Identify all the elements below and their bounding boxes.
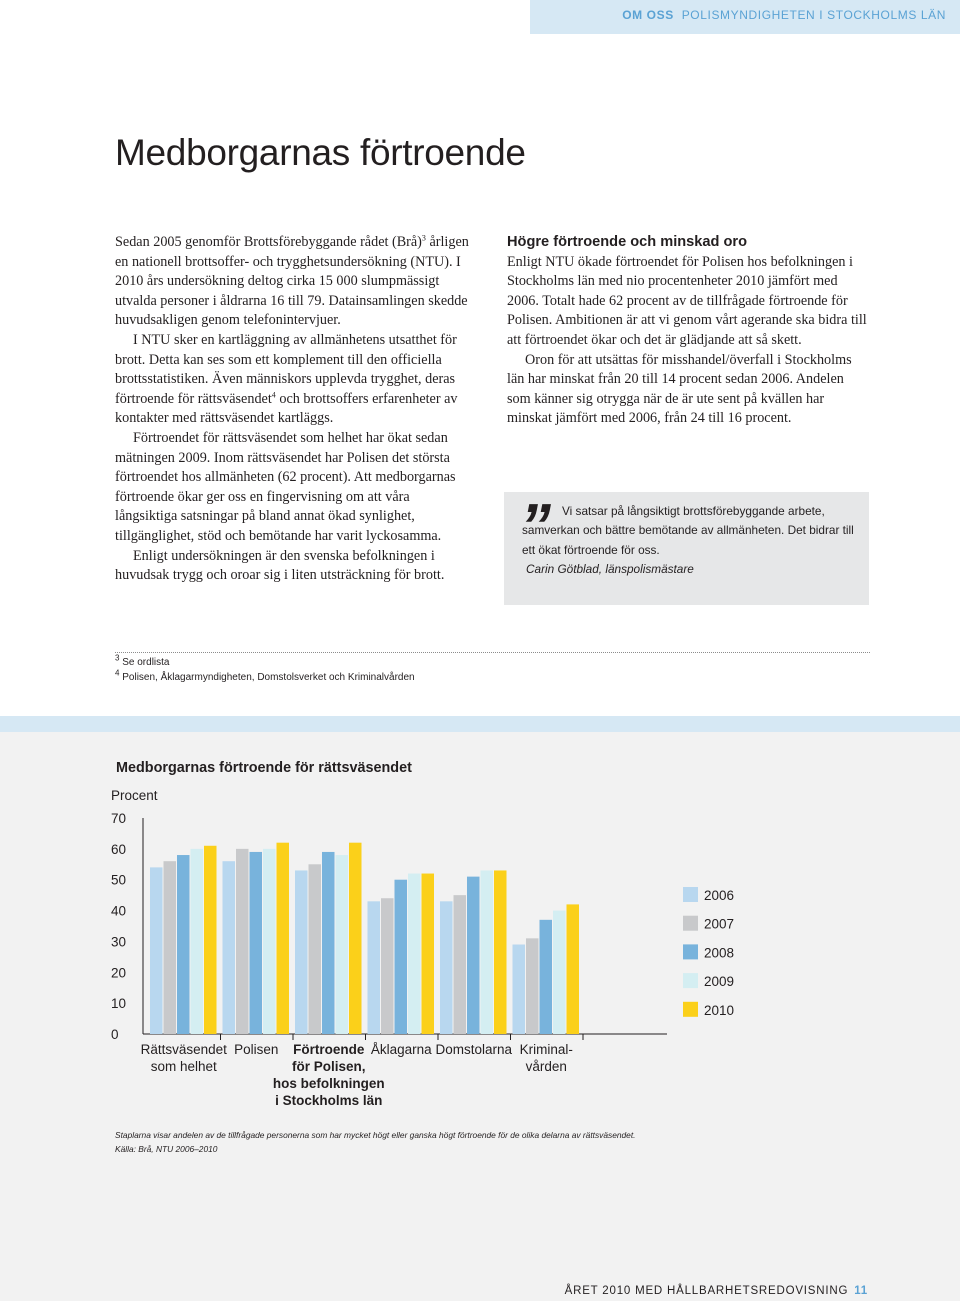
paragraph-text: I NTU sker en kartläggning av allmänhetens utsatthet för brott. Detta kan ses som ett komplement till den officiella brottsstatistiken. Även människors upplevda trygghet, deras förtroende för rättsväsendet bbox=[115, 331, 457, 407]
page-footer bbox=[565, 1285, 868, 1297]
category-label: vården bbox=[525, 1059, 567, 1074]
bar-2007 bbox=[526, 938, 539, 1034]
bar-2008 bbox=[395, 880, 408, 1034]
bar-2010 bbox=[422, 874, 435, 1034]
bar-2010 bbox=[567, 904, 580, 1034]
footer-text: ÅRET 2010 MED HÅLLBARHETSREDOVISNING bbox=[564, 1285, 849, 1297]
legend-swatch-2010 bbox=[683, 1002, 698, 1017]
bar-2008 bbox=[177, 855, 190, 1034]
bar-2010 bbox=[349, 843, 362, 1034]
category-label: som helhet bbox=[150, 1059, 217, 1074]
chart-note bbox=[115, 1129, 875, 1156]
category-label: Polisen bbox=[234, 1042, 279, 1057]
y-tick-label: 30 bbox=[111, 934, 127, 950]
bar-2006 bbox=[440, 901, 453, 1034]
bar-2006 bbox=[223, 861, 236, 1034]
paragraph-text: Sedan 2005 genomför Brottsförebyggande rådet (Brå) bbox=[115, 234, 422, 250]
y-tick-label: 70 bbox=[111, 811, 127, 826]
bar-2009 bbox=[336, 855, 349, 1034]
footnote-ref: 3 bbox=[421, 233, 426, 243]
bar-2010 bbox=[494, 870, 507, 1034]
chart-caption: Staplarna visar andelen av de tillfrågade personerna som har mycket högt eller ganska högt förtroende för de olika delarna av rättsväsendet. bbox=[115, 1130, 636, 1140]
bar-2008 bbox=[540, 920, 553, 1034]
y-tick-label: 60 bbox=[111, 841, 127, 857]
category-label: Rättsväsendet bbox=[140, 1042, 227, 1057]
bar-2009 bbox=[553, 911, 566, 1034]
bar-2007 bbox=[309, 864, 322, 1034]
bar-2007 bbox=[164, 861, 177, 1034]
paragraph-text: årligen en nationell brottsoffer- och trygghetsundersökning (NTU). I 2010 års undersökning deltog cirka 15 000 slumpmässigt utvalda personer i åldrarna 16 till 79. Datainsamlingen skedde huvudsakligen genom telefonintervjuer. bbox=[115, 234, 469, 329]
category-label: hos befolkningen bbox=[272, 1076, 385, 1091]
bar-2009 bbox=[481, 870, 494, 1034]
paragraph: Oron för att utsättas för misshandel/överfall i Stockholms län har minskat från 20 till 14 procent sedan 2006. Andelen som känner sig otrygga när de är ute sent på kvällen har minskat jämfört med 2006, från 24 till 16 procent. bbox=[507, 351, 852, 427]
bar-2006 bbox=[513, 945, 526, 1034]
paragraph: Enligt undersökningen är den svenska befolkningen i huvudsak trygg och oroar sig i liten utsträckning för brott. bbox=[115, 547, 445, 584]
bar-2007 bbox=[454, 895, 467, 1034]
legend-swatch-2009 bbox=[683, 973, 698, 988]
footnote-ref: 4 bbox=[271, 390, 276, 400]
chart-title: Medborgarnas förtroende för rättsväsendet bbox=[116, 760, 412, 776]
y-tick-label: 0 bbox=[111, 1027, 119, 1042]
bar-2009 bbox=[263, 849, 276, 1034]
legend-label: 2007 bbox=[704, 916, 735, 932]
category-label: för Polisen, bbox=[291, 1059, 366, 1074]
category-label: Förtroende bbox=[293, 1042, 365, 1057]
category-label: Kriminal- bbox=[519, 1042, 573, 1057]
bar-2010 bbox=[204, 846, 217, 1034]
legend-swatch-2006 bbox=[683, 887, 698, 902]
header-subtitle: POLISMYNDIGHETEN I STOCKHOLMS LÄN bbox=[681, 8, 946, 22]
quote-body: Vi satsar på långsiktigt brottsförebyggande arbete, samverkan och bättre bemötande av allmänheten. Det bidrar till ett ökat förtroende för oss. bbox=[522, 504, 854, 557]
y-tick-label: 10 bbox=[111, 996, 127, 1012]
legend-label: 2006 bbox=[704, 888, 735, 903]
paragraph-text: och brottsoffers erfarenheter av kontakter med rättsväsendet kartläggs. bbox=[115, 390, 458, 427]
bar-2007 bbox=[381, 898, 394, 1034]
bar-2006 bbox=[150, 867, 163, 1034]
bar-2008 bbox=[322, 852, 335, 1034]
bar-2006 bbox=[368, 901, 381, 1034]
legend-swatch-2007 bbox=[683, 916, 698, 931]
legend-swatch-2008 bbox=[683, 944, 698, 959]
bar-2010 bbox=[277, 843, 290, 1034]
footnote-text: Se ordlista bbox=[122, 657, 170, 668]
legend-label: 2009 bbox=[704, 974, 735, 990]
bar-2009 bbox=[408, 874, 421, 1034]
y-tick-label: 20 bbox=[111, 965, 127, 981]
quote-mark-icon: ” bbox=[520, 492, 551, 561]
bar-2008 bbox=[250, 852, 263, 1034]
quote-author: Carin Götblad, länspolismästare bbox=[526, 562, 694, 577]
legend-label: 2010 bbox=[704, 1002, 735, 1018]
y-axis-label: Procent bbox=[111, 788, 158, 803]
page-number: 11 bbox=[854, 1285, 868, 1297]
y-tick-label: 50 bbox=[111, 872, 127, 888]
category-label: Domstolarna bbox=[435, 1042, 513, 1057]
header-section: OM OSS bbox=[622, 8, 674, 22]
chart-source: Källa: Brå, NTU 2006–2010 bbox=[115, 1143, 218, 1154]
section-heading: Högre förtroende och minskad oro bbox=[507, 234, 748, 250]
bar-2006 bbox=[295, 870, 308, 1034]
y-tick-label: 40 bbox=[111, 903, 127, 919]
footnote-text: Polisen, Åklagarmyndigheten, Domstolsverket och Kriminalvården bbox=[122, 671, 415, 683]
footnote-number: 3 bbox=[115, 653, 120, 663]
footnote-number: 4 bbox=[115, 668, 120, 678]
bar-2007 bbox=[236, 849, 249, 1034]
paragraph: Förtroendet för rättsväsendet som helhet har ökat sedan mätningen 2009. Inom rättsväsendet har Polisen det största förtroendet hos allmänheten (62 procent). Att medborgarnas förtroende ökar ger oss en fingervisning om att våra långsiktiga satsningar på bland annat ökad synlighet, tillgänglighet, stöd och bemötande har varit lyckosamma. bbox=[115, 429, 456, 544]
bar-2009 bbox=[191, 849, 204, 1034]
page-title: Medborgarnas förtroende bbox=[115, 132, 526, 173]
bar-2008 bbox=[467, 877, 480, 1034]
category-label: i Stockholms län bbox=[275, 1093, 383, 1108]
legend-label: 2008 bbox=[704, 945, 735, 961]
paragraph: Enligt NTU ökade förtroendet för Polisen hos befolkningen i Stockholms län med nio procentenheter 2010 jämfört med 2006. Totalt hade 62 procent av de tillfrågade förtroende för Polisen. Ambitionen är att vi genom vårt agerande ska bidra till att förtroendet ökar och det är glädjande att så skett. bbox=[507, 253, 867, 348]
category-label: Åklagarna bbox=[370, 1042, 432, 1057]
